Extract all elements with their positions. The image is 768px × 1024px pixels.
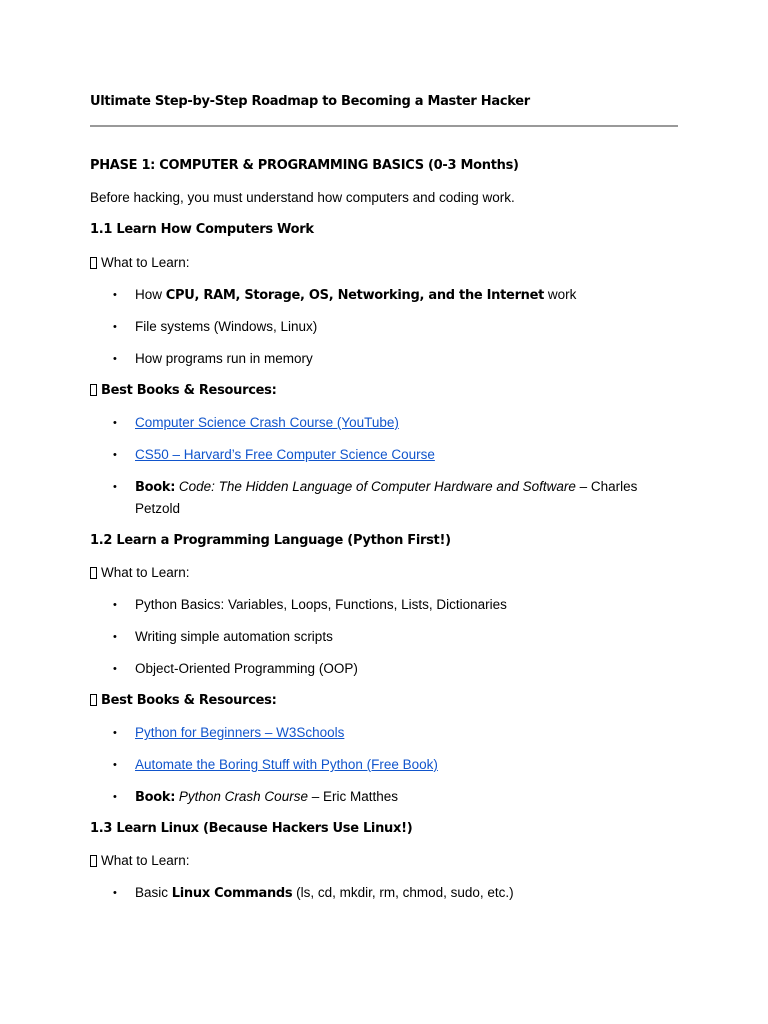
cs50-link[interactable]: CS50 – Harvard’s Free Computer Science Course <box>135 447 435 462</box>
bullet-icon: • <box>113 759 117 771</box>
list-item: Basic Linux Commands (ls, cd, mkdir, rm, chmod, sudo, etc.) <box>135 885 514 901</box>
bullet-icon: • <box>113 599 117 611</box>
list-item: Python Basics: Variables, Loops, Functions, Lists, Dictionaries <box>135 597 507 612</box>
resource-link <box>135 414 399 432</box>
resource-link <box>135 724 344 742</box>
section-1-1-resources-label: Best Books & Resources: <box>90 382 276 400</box>
w3schools-python-link[interactable]: Python for Beginners – W3Schools <box>135 725 345 740</box>
book-item: Book: Code: The Hidden Language of Computer Hardware and Software – Charles Petzold <box>135 479 638 516</box>
section-1-3-learn-label: What to Learn: <box>90 852 190 870</box>
list-item: Object-Oriented Programming (OOP) <box>135 661 358 676</box>
section-1-2-learn-label: What to Learn: <box>90 564 190 582</box>
document-title: Ultimate Step-by-Step Roadmap to Becoming a Master Hacker <box>90 94 530 109</box>
bullet-icon: • <box>113 353 117 365</box>
title-divider <box>90 125 678 127</box>
bullet-icon: • <box>113 663 117 675</box>
list-item: File systems (Windows, Linux) <box>135 319 318 334</box>
book-item: Book: Python Crash Course – Eric Matthes <box>135 789 398 805</box>
section-1-3-heading: 1.3 Learn Linux (Because Hackers Use Linux!) <box>90 821 413 836</box>
missing-glyph-icon <box>90 694 97 706</box>
bullet-icon: • <box>113 449 117 461</box>
bullet-icon: • <box>113 887 117 899</box>
bullet-icon: • <box>113 727 117 739</box>
bullet-icon: • <box>113 631 117 643</box>
resource-link <box>135 446 435 464</box>
bullet-icon: • <box>113 481 117 493</box>
cs-crash-course-link[interactable]: Computer Science Crash Course (YouTube) <box>135 415 399 430</box>
list-item: How CPU, RAM, Storage, OS, Networking, and the Internet work <box>135 287 577 303</box>
phase1-heading: PHASE 1: COMPUTER & PROGRAMMING BASICS (0-3 Months) <box>90 158 519 173</box>
list-item: Writing simple automation scripts <box>135 629 333 644</box>
bullet-icon: • <box>113 791 117 803</box>
bullet-icon: • <box>113 417 117 429</box>
section-1-2-heading: 1.2 Learn a Programming Language (Python First!) <box>90 533 451 548</box>
section-1-1-heading: 1.1 Learn How Computers Work <box>90 222 314 237</box>
resource-link <box>135 756 438 774</box>
list-item: How programs run in memory <box>135 351 313 366</box>
bullet-icon: • <box>113 321 117 333</box>
missing-glyph-icon <box>90 257 97 269</box>
section-1-2-resources-label: Best Books & Resources: <box>90 692 276 710</box>
missing-glyph-icon <box>90 567 97 579</box>
missing-glyph-icon <box>90 855 97 867</box>
phase1-intro: Before hacking, you must understand how computers and coding work. <box>90 190 515 205</box>
section-1-1-learn-label: What to Learn: <box>90 254 190 272</box>
missing-glyph-icon <box>90 384 97 396</box>
bullet-icon: • <box>113 289 117 301</box>
automate-boring-stuff-link[interactable]: Automate the Boring Stuff with Python (Free Book) <box>135 757 438 772</box>
